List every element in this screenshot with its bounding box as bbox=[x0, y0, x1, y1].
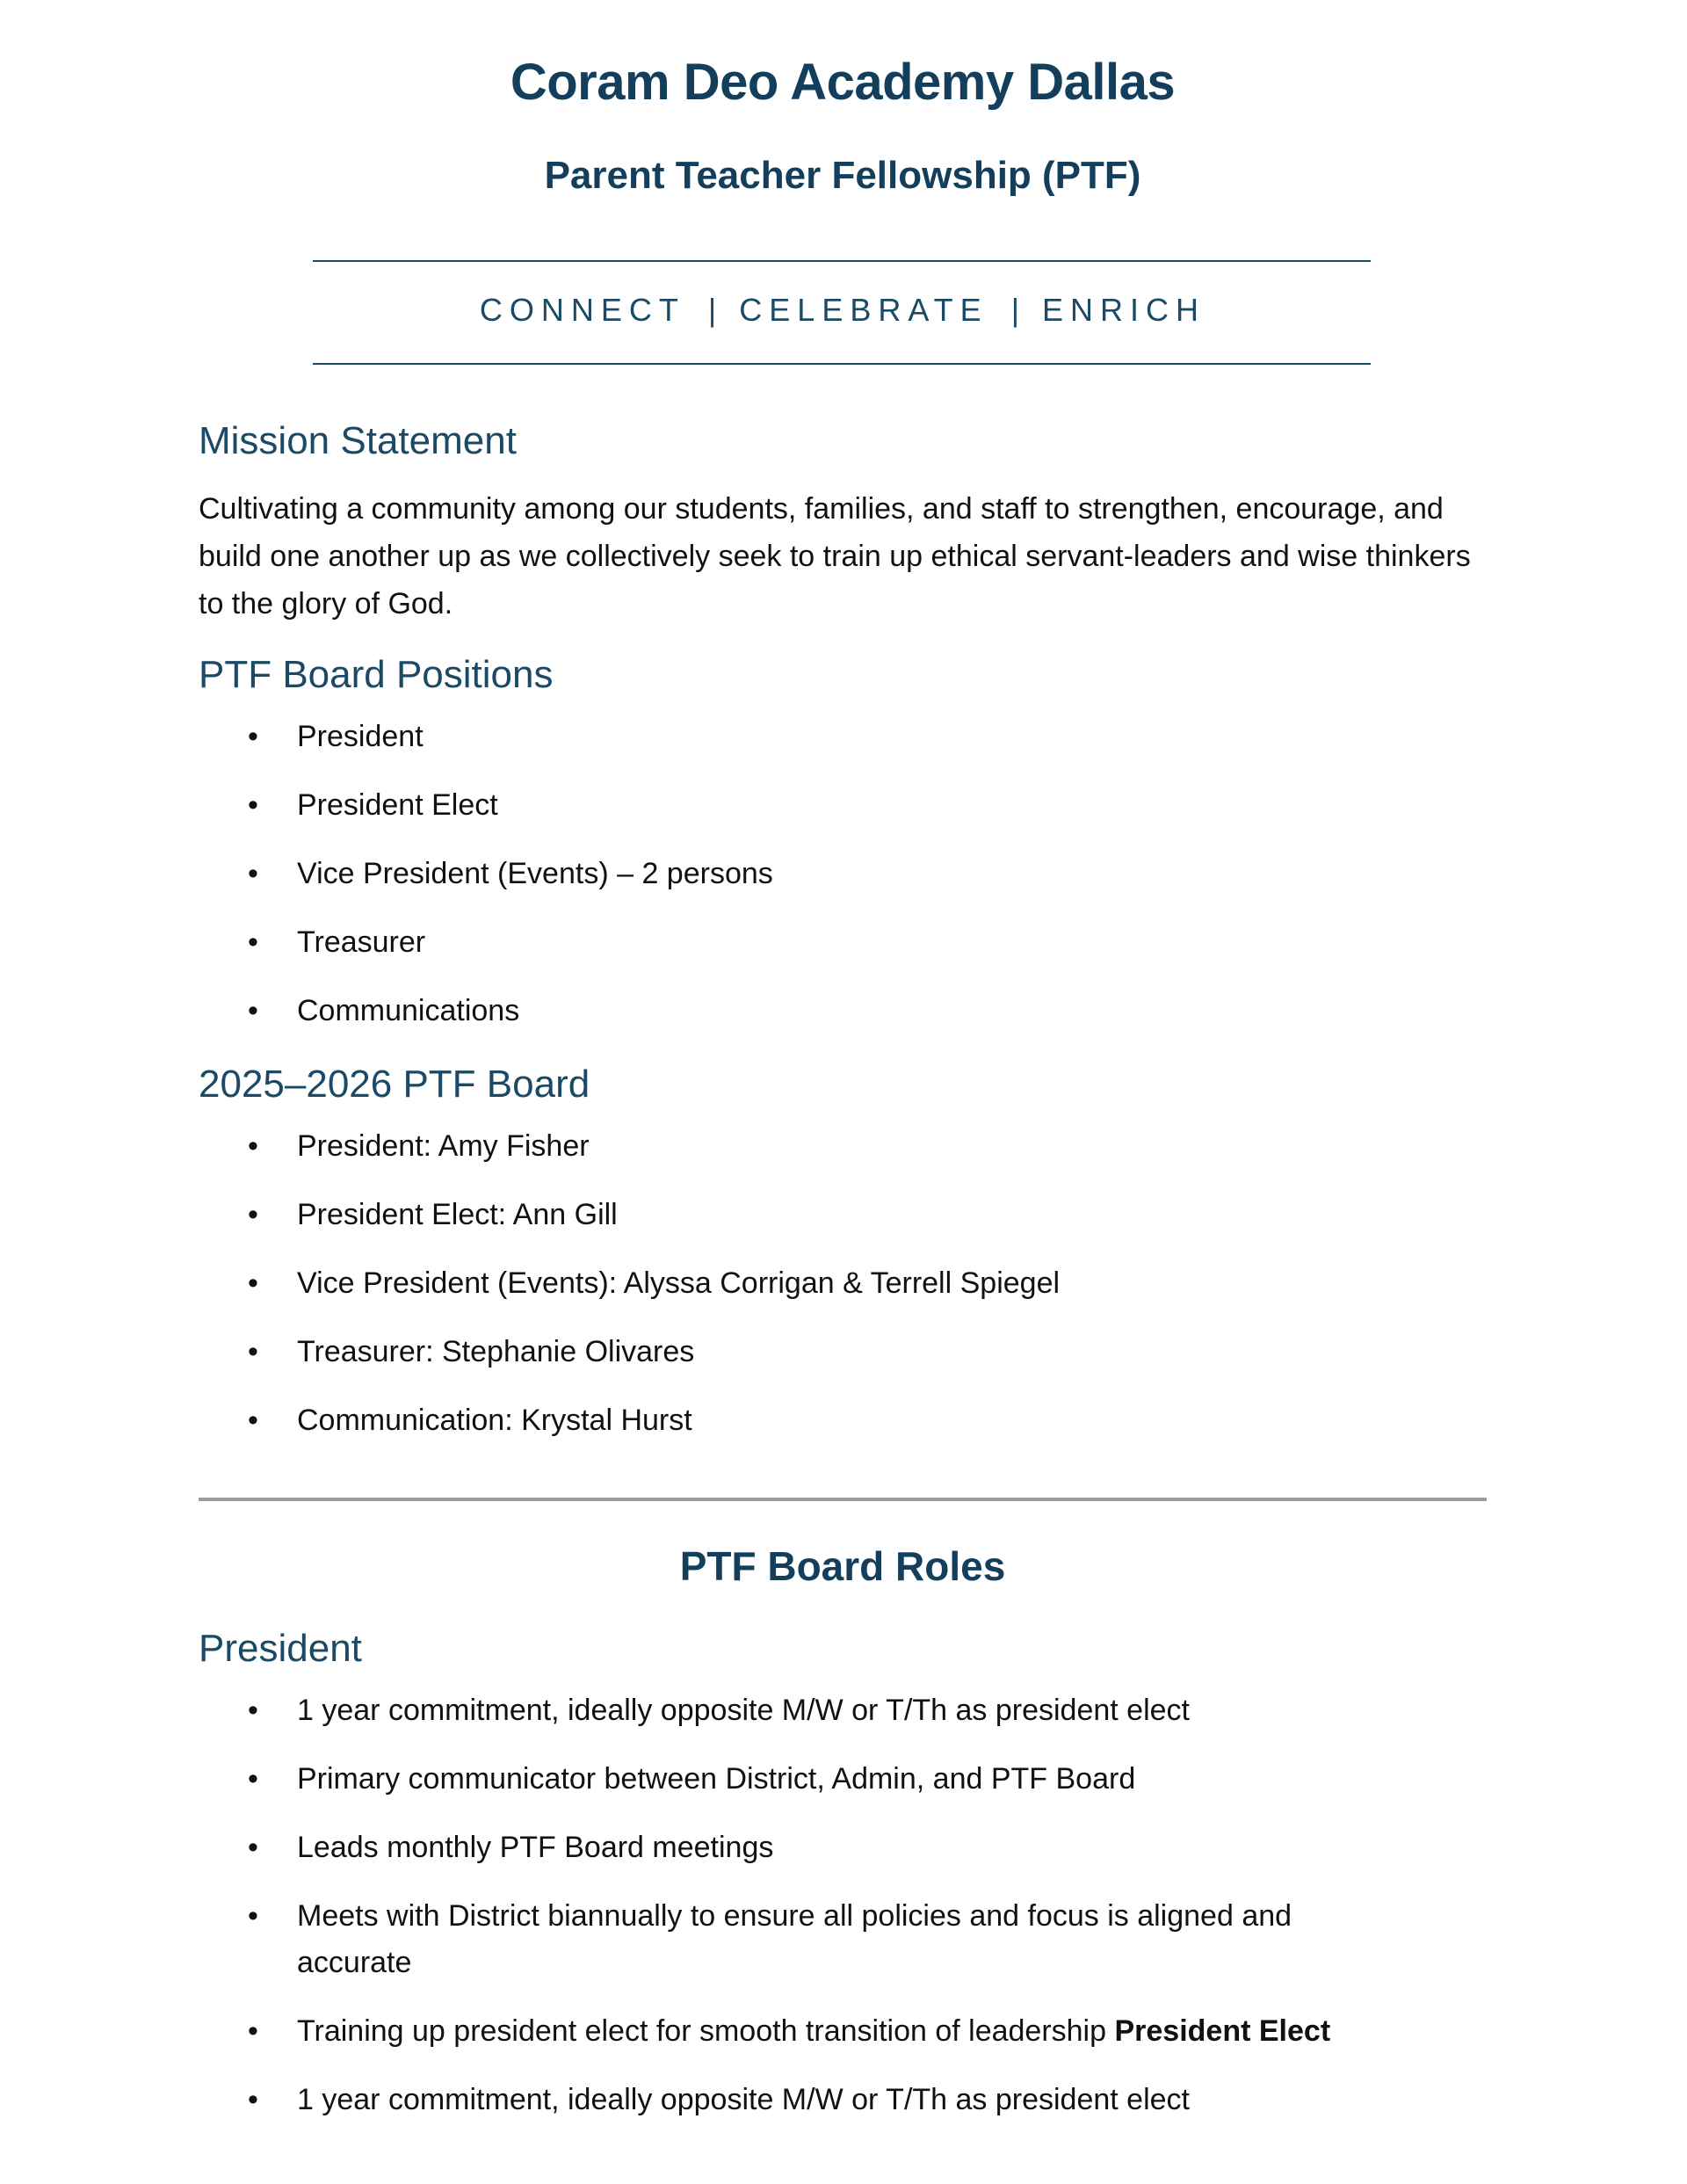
bullet-icon: • bbox=[248, 2083, 258, 2116]
bullet-icon: • bbox=[248, 994, 258, 1027]
board-list bbox=[199, 1123, 1487, 1466]
president-role-heading: President bbox=[199, 1627, 362, 1670]
list-item: • Training up president elect for smooth transition of leadership President Elect bbox=[199, 2008, 1487, 2055]
positions-heading: PTF Board Positions bbox=[199, 653, 554, 696]
bullet-icon: • bbox=[248, 1266, 258, 1300]
list-item: • President bbox=[199, 714, 1487, 760]
bullet-icon: • bbox=[248, 788, 258, 822]
list-item: • 1 year commitment, ideally opposite M/W or T/Th as president elect bbox=[199, 1687, 1487, 1734]
tagline-rule-bottom bbox=[313, 363, 1371, 365]
list-item: • President Elect: Ann Gill bbox=[199, 1192, 1487, 1238]
bullet-icon: • bbox=[248, 925, 258, 959]
tagline-rule-top bbox=[313, 260, 1371, 262]
list-item: • Treasurer: Stephanie Olivares bbox=[199, 1329, 1487, 1375]
bullet-icon: • bbox=[248, 1404, 258, 1437]
bullet-icon: • bbox=[248, 1129, 258, 1163]
list-item: • President Elect bbox=[199, 782, 1487, 829]
tagline-separator: | bbox=[707, 292, 717, 328]
list-item: • Meets with District biannually to ensure all policies and focus is aligned and accurate bbox=[199, 1893, 1351, 1986]
list-item: • Vice President (Events) – 2 persons bbox=[199, 851, 1487, 897]
tagline-separator: | bbox=[1010, 292, 1020, 328]
list-item: • President: Amy Fisher bbox=[199, 1123, 1487, 1170]
list-item: • Communications bbox=[199, 988, 1487, 1034]
list-item: • Vice President (Events): Alyssa Corrigan & Terrell Spiegel bbox=[199, 1260, 1487, 1307]
bullet-icon: • bbox=[248, 1899, 258, 1933]
bullet-icon: • bbox=[248, 1762, 258, 1796]
bullet-icon: • bbox=[248, 857, 258, 890]
bullet-icon: • bbox=[248, 1335, 258, 1368]
list-item: • Leads monthly PTF Board meetings bbox=[199, 1825, 1487, 1871]
page-title: Coram Deo Academy Dallas bbox=[510, 54, 1176, 111]
list-item: • Communication: Krystal Hurst bbox=[199, 1397, 1487, 1444]
roles-heading: PTF Board Roles bbox=[679, 1543, 1006, 1589]
president-role-list bbox=[199, 1687, 1487, 2145]
section-divider bbox=[199, 1498, 1487, 1501]
bullet-icon: • bbox=[248, 1694, 258, 1727]
bullet-icon: • bbox=[248, 2014, 258, 2048]
board-heading: 2025–2026 PTF Board bbox=[199, 1063, 590, 1106]
positions-list bbox=[199, 714, 1487, 1056]
tagline bbox=[199, 290, 1487, 330]
list-item: • 1 year commitment, ideally opposite M/W or T/Th as president elect bbox=[199, 2077, 1487, 2123]
president-elect-inline-heading: President Elect bbox=[1114, 2014, 1331, 2048]
list-item: • Primary communicator between District, Admin, and PTF Board bbox=[199, 1756, 1487, 1803]
tagline-enrich: ENRICH bbox=[1042, 292, 1206, 328]
list-item: • Treasurer bbox=[199, 919, 1487, 966]
mission-text: Cultivating a community among our students, families, and staff to strengthen, encourage, and build one another up as we collectively seek to train up ethical servant-leaders and wise thinkers to the glory of God. bbox=[199, 492, 1471, 620]
page-subtitle: Parent Teacher Fellowship (PTF) bbox=[544, 154, 1141, 197]
tagline-celebrate: CELEBRATE bbox=[739, 292, 988, 328]
bullet-icon: • bbox=[248, 1198, 258, 1231]
bullet-icon: • bbox=[248, 1831, 258, 1864]
tagline-connect: CONNECT bbox=[479, 292, 685, 328]
mission-heading: Mission Statement bbox=[199, 419, 517, 462]
bullet-icon: • bbox=[248, 720, 258, 753]
